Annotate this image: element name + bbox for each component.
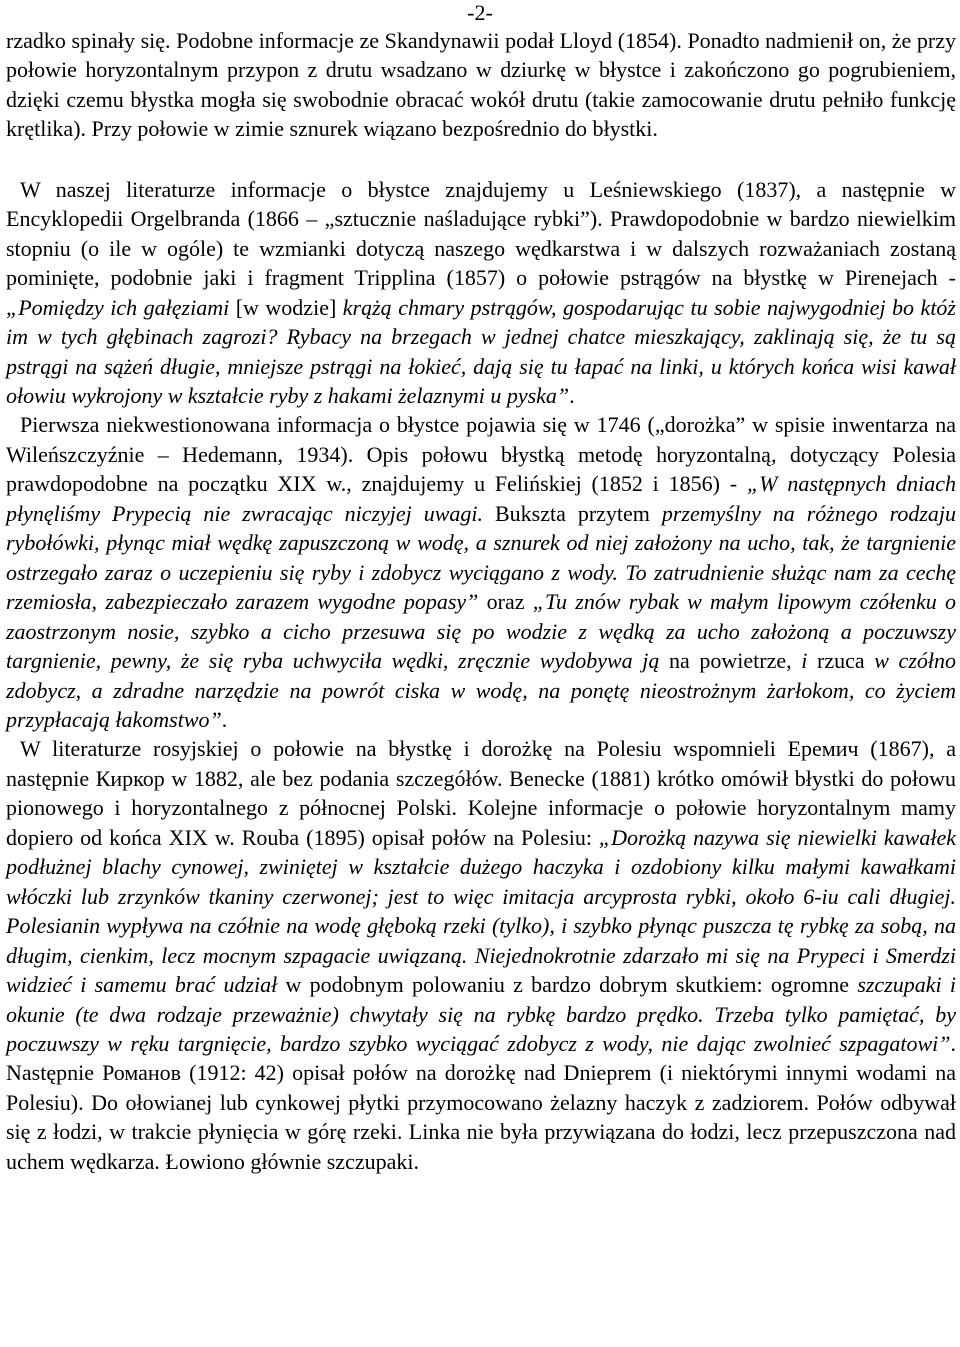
italic-quote-run: przemyślny na różnego rodzaju rybołówki, płynąc miał wędkę zapuszczoną w wodę, a sznurek od niej założony na ucho, tak, że targnienie ostrzegało zaraz o uczepieniu się ryby i zdobycz wyciągano z wody. To zatrudnienie służąc nam za cechę rzemiosła, zabezpieczało zarazem wygodne popasy” — [6, 500, 956, 615]
text-run: na powietrze, — [659, 648, 802, 674]
paragraph-2 — [6, 175, 956, 411]
italic-quote-run: „Dorożką nazywa się niewielki kawałek podłużnej blachy cynowej, zwiniętej w kształcie dużego haczyka i ozdobiony kilku małymi kawałkami włóczki lub zrzynków tkaniny czerwonej; jest to więc imitacja arcyprosta rybki, około 6-iu cali długiej. Polesianin wypływa na czółnie na wodę głęboką rzeki (tylko), i szybko płynąc puszcza tę rybkę za sobą, na długim, cienkim, lecz mocnym szpagacie uwiązaną. Niejednokrotnie zdarzało mi się na Prypeci i Smerdzi widzieć i samemu brać udział — [6, 824, 956, 998]
italic-quote-run: „Tu znów rybak w małym lipowym czółenku o zaostrzonym nosie, szybko a cicho przesuwa się po wodzie z wędką za ucho założoną a poczuwszy targnienie, pewny, że się ryba uchwyciła wędki, zręcznie wydobywa ją — [6, 589, 956, 674]
italic-quote-run: szczupaki i okunie (te dwa rodzaje przeważnie) chwytały się na rybkę bardzo prędko. Trzeba tylko pamiętać, by poczuwszy w ręku targnięcie, bardzo szybko wyciągać zdobycz z wody, nie dając zwolnieć szpagatowi” — [6, 972, 956, 1056]
italic-quote-run: krążą chmary pstrągów, gospodarując tu sobie najwygodniej bo któż im w tych głębinach zagrozi? Rybacy na brzegach w jednej chatce mieszkający, zaklinają się, że tu są pstrągi na sążeń długie, mniejsze pstrągi na łokieć, dają się tu łapać na linki, u których końca wisi kawał ołowiu wykrojony w kształcie ryby z hakami żelaznymi u pyska” — [6, 294, 956, 408]
text-run: . — [569, 382, 575, 408]
text-run: . Następnie Романов (1912: 42) opisał połów na dorożkę nad Dnieprem (i niektórymi innymi wodami na Polesiu). Do ołowianej lub cynkowej płytki przymocowano żelazny haczyk z zadziorem. Połów odbywał się z łodzi, w trakcie płynięcia w górę rzeki. Linka nie była przywiązana do łodzi, lecz przepuszczona nad uchem wędkarza. Łowiono głównie szczupaki. — [6, 1030, 956, 1174]
text-run: rzadko spinały się. Podobne informacje ze Skandynawii podał Lloyd (1854). Ponadto nadmienił on, że przy połowie horyzontalnym przypon z drutu wsadzano w dziurkę w błystce i zakończono go pogrubieniem, dzięki czemu błystka mogła się swobodnie obracać wokół drutu (takie zamocowanie drutu pełniło funkcję krętlika). Przy połowie w zimie sznurek wiązano bezpośrednio do błystki. — [6, 28, 956, 142]
text-run: W naszej literaturze informacje o błystce znajdujemy u Leśniewskiego (1837), a następnie w Encyklopedii Orgelbranda (1866 – „sztucznie naśladujące rybki”). Prawdopodobnie w bardzo niewielkim stopniu (o ile w ogóle) te wzmianki dotyczą naszego wędkarstwa i w dalszych rozważaniach zostaną pominięte, podobnie jaki i fragment Tripplina (1857) o połowie pstrągów na błystkę w Pirenejach - — [6, 176, 956, 291]
text-run: W literaturze rosyjskiej o połowie na błystkę i dorożkę na Polesiu wspomnieli Еремич (1867), a następnie Киркор w 1882, ale bez podania szczegółów. Benecke (1881) krótko omówił błystki do połowu pionowego i horyzontalnego z północnej Polski. Kolejne informacje o połowie horyzontalnym mamy dopiero od końca XIX w. Rouba (1895) opisał połów na Polesiu: — [6, 736, 956, 850]
paragraph-1 — [6, 26, 956, 144]
text-run: rzuca — [807, 648, 875, 674]
text-run: Bukszta przytem — [483, 500, 662, 526]
text-run: [w wodzie] — [229, 294, 343, 320]
document-body — [6, 26, 956, 1176]
text-run: w podobnym polowaniu z bardzo dobrym skutkiem: ogromne — [277, 972, 858, 998]
paragraph-4 — [6, 734, 956, 1176]
italic-quote-run: „W następnych dniach płynęliśmy Prypecią nie zwracając niczyjej uwagi. — [6, 471, 957, 526]
italic-quote-run: w czółno zdobycz, a zdradne narzędzie na powrót ciska w wodę, na ponętę nieostrożnym żarłokom, co życiem przypłacają łakomstwo” — [6, 648, 957, 732]
page-number: -2- — [467, 0, 493, 25]
italic-quote-run: i — [801, 648, 808, 674]
text-run: . — [221, 706, 228, 732]
text-run: oraz — [478, 589, 533, 615]
text-run: Pierwsza niekwestionowana informacja o błystce pojawia się w 1746 („dorożka” w spisie inwentarza na Wileńszczyźnie – Hedemann, 1934). Opis połowu błystką metodę horyzontalną, dotyczący Polesia prawdopodobne na początku XIX w., znajdujemy u Felińskiej (1852 i 1856) - — [6, 412, 956, 497]
italic-quote-run: „Pomiędzy ich gałęziami — [6, 294, 230, 320]
paragraph-3 — [6, 410, 956, 734]
